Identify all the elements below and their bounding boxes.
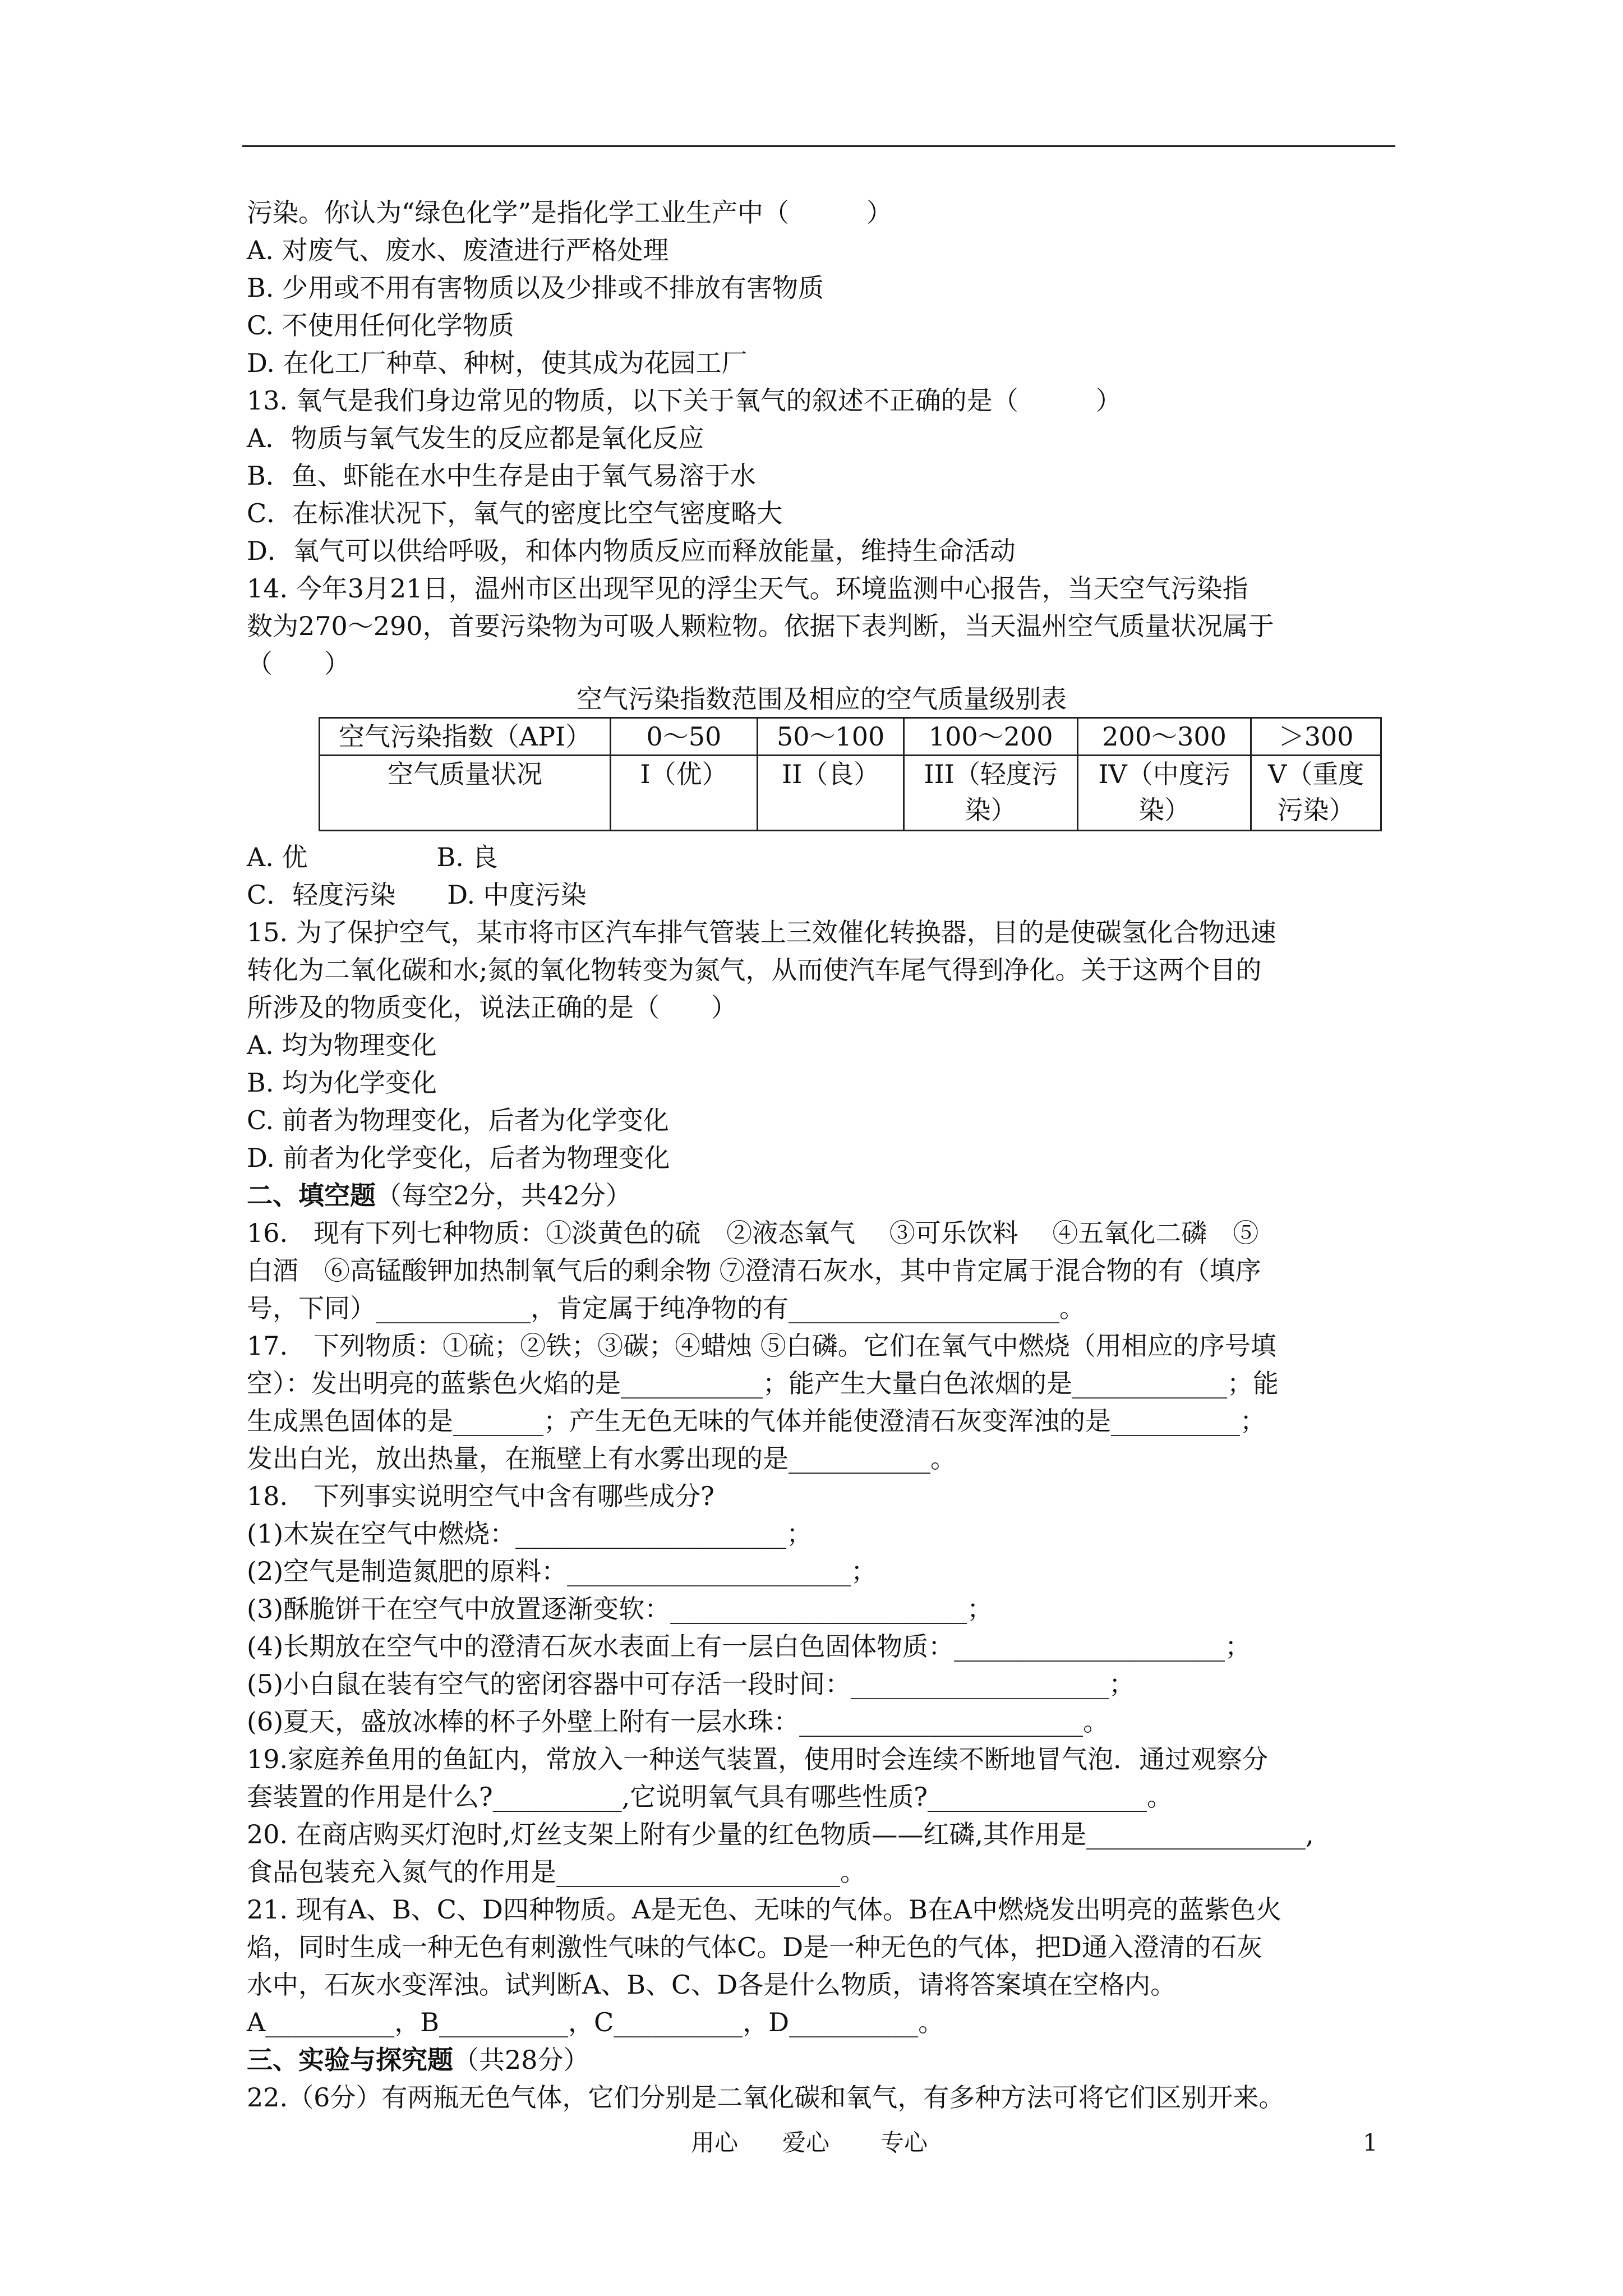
text-line: 水中，石灰水变浑浊。试判断A、B、C、D各是什么物质，请将答案填在空格内。 bbox=[247, 1970, 1177, 2000]
table-cell: 空气质量状况 bbox=[320, 756, 611, 831]
text-line: 数为270～290，首要污染物为可吸人颗粒物。依据下表判断，当天温州空气质量状况属于 bbox=[247, 611, 1274, 641]
text-line: (4)长期放在空气中的澄清石灰水表面上有一层白色固体物质：_____________________； bbox=[247, 1631, 1251, 1662]
text-line: 号，下同）____________，肯定属于纯净物的有_____________________。 bbox=[247, 1293, 1085, 1323]
option-line: D．氧气可以供给呼吸，和体内物质反应而释放能量，维持生命活动 bbox=[247, 536, 1016, 566]
question-21: 21. 现有A、B、C、D四种物质。A是无色、无味的气体。B在A中燃烧发出明亮的蓝紫色火 bbox=[247, 1894, 1282, 1925]
option-line: A. 对废气、废水、废渣进行严格处理 bbox=[247, 235, 669, 265]
footer-right: 专心 bbox=[880, 2129, 928, 2156]
question-19: 19.家庭养鱼用的鱼缸内，常放入一种送气装置，使用时会连续不断地冒气泡．通过观察分 bbox=[247, 1744, 1269, 1774]
option-line: C．轻度污染 D. 中度污染 bbox=[247, 880, 587, 910]
question-20: 20. 在商店购买灯泡时,灯丝支架上附有少量的红色物质——红磷,其作用是_________________, bbox=[247, 1819, 1314, 1849]
option-line: D. 前者为化学变化，后者为物理变化 bbox=[247, 1143, 670, 1173]
text-line: （ ） bbox=[247, 648, 350, 679]
text-line: 套装置的作用是什么?__________,它说明氧气具有哪些性质?_________________。 bbox=[247, 1782, 1173, 1812]
option-line: B．鱼、虾能在水中生存是由于氧气易溶于水 bbox=[247, 461, 756, 491]
table-cell: 0～50 bbox=[611, 718, 758, 756]
option-line: B. 均为化学变化 bbox=[247, 1068, 437, 1098]
text-line: 焰，同时生成一种无色有刺激性气味的气体C。D是一种无色的气体，把D通入澄清的石灰 bbox=[247, 1932, 1262, 1962]
text-line: (1)木炭在空气中燃烧：_____________________； bbox=[247, 1519, 813, 1549]
option-line: C. 不使用任何化学物质 bbox=[247, 310, 514, 341]
text-line: 生成黑色固体的是_______；产生无色无味的气体并能使澄清石灰变浑浊的是__________； bbox=[247, 1406, 1266, 1436]
text-line: 所涉及的物质变化，说法正确的是（ ） bbox=[247, 992, 737, 1023]
table-cell: 100～200 bbox=[904, 718, 1077, 756]
header-rule bbox=[242, 145, 1395, 147]
page-number: 1 bbox=[1363, 2129, 1378, 2156]
question-16: 16. 现有下列七种物质：①淡黄色的硫 ②液态氧气 ③可乐饮料 ④五氧化二磷 ⑤ bbox=[247, 1218, 1259, 1248]
table-cell: ＞300 bbox=[1251, 718, 1381, 756]
text-line: 空）：发出明亮的蓝紫色火焰的是___________；能产生大量白色浓烟的是____________；能 bbox=[247, 1368, 1279, 1398]
section-heading bbox=[247, 2041, 1396, 2078]
text-line: 白酒 ⑥高锰酸钾加热制氧气后的剩余物 ⑦澄清石灰水，其中肯定属于混合物的有（填序 bbox=[247, 1255, 1261, 1286]
table-cell: 空气污染指数（API） bbox=[320, 718, 611, 756]
question-22: 22.（6分）有两瓶无色气体，它们分别是二氧化碳和氧气，有多种方法可将它们区别开来。 bbox=[247, 2082, 1285, 2113]
option-line: B. 少用或不用有害物质以及少排或不排放有害物质 bbox=[247, 273, 824, 303]
footer-left: 用心 bbox=[691, 2129, 739, 2156]
table-cell: 200～300 bbox=[1077, 718, 1251, 756]
text-line: (2)空气是制造氮肥的原料：______________________； bbox=[247, 1556, 877, 1586]
question-18: 18. 下列事实说明空气中含有哪些成分? bbox=[247, 1481, 714, 1511]
text-line: (5)小白鼠在装有空气的密闭容器中可存活一段时间：____________________； bbox=[247, 1669, 1135, 1699]
option-line: C. 前者为物理变化，后者为化学变化 bbox=[247, 1105, 669, 1135]
footer-middle: 爱心 bbox=[782, 2129, 830, 2156]
table-cell: I（优） bbox=[611, 756, 758, 831]
question-14: 14. 今年3月21日，温州市区出现罕见的浮尘天气。环境监测中心报告，当天空气污染指 bbox=[247, 573, 1248, 604]
text-line: A__________，B__________，C__________，D__________。 bbox=[247, 2007, 944, 2037]
section-title: 三、实验与探究题 bbox=[247, 2045, 453, 2075]
option-line: D. 在化工厂种草、种树，使其成为花园工厂 bbox=[247, 348, 748, 378]
question-17: 17. 下列物质：①硫；②铁；③碳；④蜡烛 ⑤白磷。它们在氧气中燃烧（用相应的序号填 bbox=[247, 1331, 1276, 1361]
table-cell: V（重度污染） bbox=[1251, 756, 1381, 831]
section-heading bbox=[247, 1177, 1396, 1214]
option-line: C．在标准状况下，氧气的密度比空气密度略大 bbox=[247, 498, 783, 528]
table-row bbox=[320, 756, 1381, 831]
air-quality-table bbox=[319, 717, 1382, 831]
table-caption: 空气污染指数范围及相应的空气质量级别表 bbox=[577, 684, 1067, 714]
section-note: （每空2分，共42分） bbox=[376, 1180, 631, 1211]
option-line: A. 均为物理变化 bbox=[247, 1030, 437, 1060]
section-note: （共28分） bbox=[453, 2045, 589, 2075]
option-line: A. 优 B. 良 bbox=[247, 842, 498, 872]
text-line: (6)夏天，盛放冰棒的杯子外壁上附有一层水珠：______________________。 bbox=[247, 1706, 1109, 1737]
section-title: 二、填空题 bbox=[247, 1180, 376, 1211]
table-cell: III（轻度污染） bbox=[904, 756, 1077, 831]
table-cell: II（良） bbox=[757, 756, 904, 831]
question-15: 15. 为了保护空气，某市将市区汽车排气管装上三效催化转换器，目的是使碳氢化合物迅速 bbox=[247, 917, 1276, 947]
table-row bbox=[320, 718, 1381, 756]
question-13: 13. 氧气是我们身边常见的物质，以下关于氧气的叙述不正确的是（ ） bbox=[247, 385, 1122, 416]
text-line: 污染。你认为“绿色化学”是指化学工业生产中（ ） bbox=[247, 197, 893, 228]
table-cell: 50～100 bbox=[757, 718, 904, 756]
option-line: A．物质与氧气发生的反应都是氧化反应 bbox=[247, 423, 704, 453]
text-line: 转化为二氧化碳和水;氮的氧化物转变为氮气，从而使汽车尾气得到净化。关于这两个目的 bbox=[247, 955, 1262, 985]
text-line: 食品包装充入氮气的作用是______________________。 bbox=[247, 1857, 866, 1887]
text-line: 发出白光，放出热量，在瓶壁上有水雾出现的是___________。 bbox=[247, 1443, 956, 1474]
table-cell: IV（中度污染） bbox=[1077, 756, 1251, 831]
text-line: (3)酥脆饼干在空气中放置逐渐变软：_______________________； bbox=[247, 1594, 993, 1624]
